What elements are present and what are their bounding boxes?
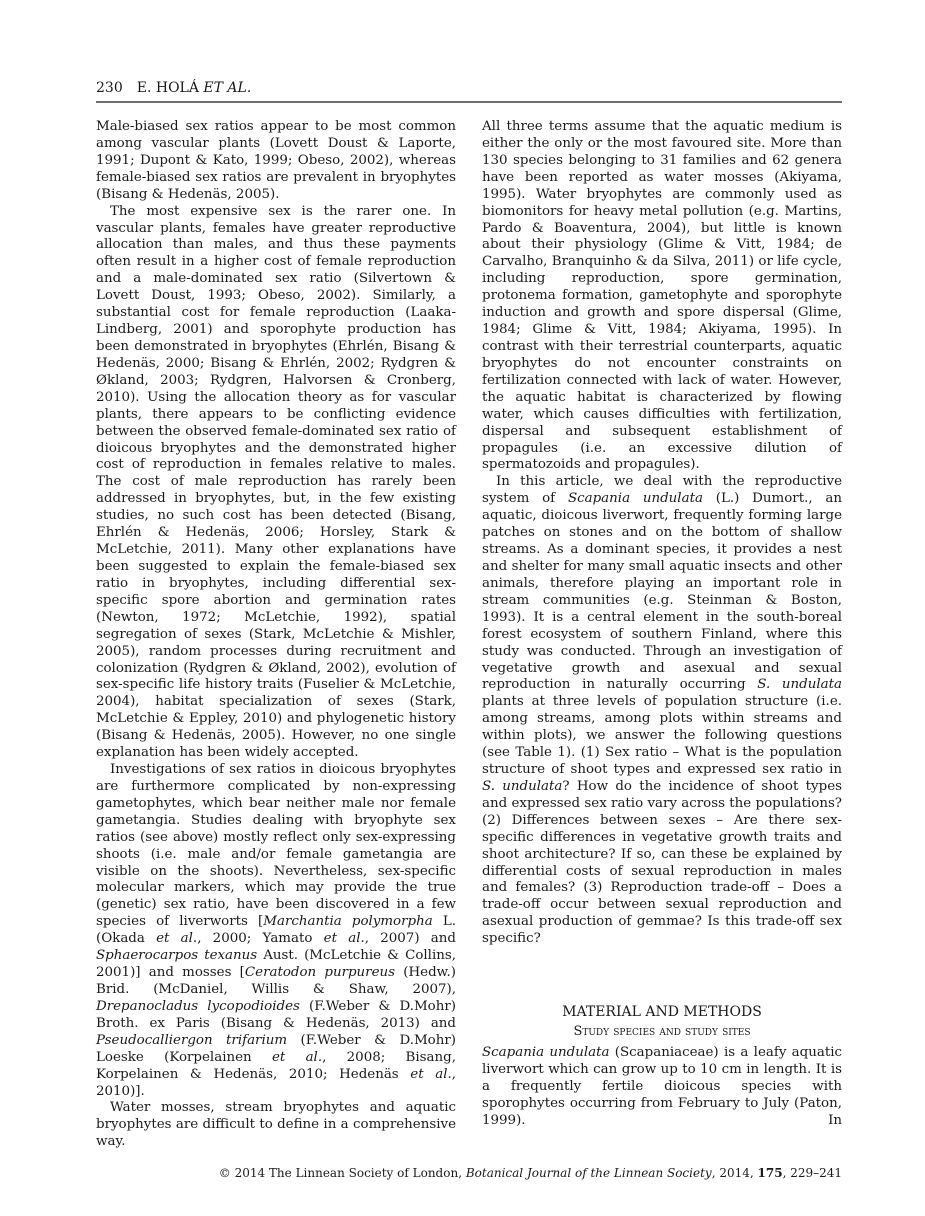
running-header: [96, 80, 842, 100]
paragraph: [96, 1100, 456, 1151]
paragraph: [96, 119, 456, 204]
italic-text: Scapania undulata: [567, 491, 703, 507]
italic-text: Pseudocalliergon trifarium: [96, 1032, 288, 1048]
italic-text: Scapania undulata: [482, 1045, 610, 1060]
running-author-etal: ET AL.: [203, 80, 252, 96]
paragraph: [482, 1045, 842, 1130]
text-run: Investigations of sex ratios in dioicous bryophytes are furthermore complicated by non-expressing gametophytes, which bear neither male nor female gametangia. Studies dealing with bryophyte sex ratios (see above) mostly reflect only sex-expressing shoots (i.e. male and/or female gametangia are visible on the shoots). Nevertheless, sex-specific molecular markers, which may provide the true (genetic) sex ratio, have been discovered in a few species of liverworts [: [96, 762, 456, 930]
footer-journal: Botanical Journal of the Linnean Society: [465, 1166, 712, 1180]
subsection-heading: Study species and study sites: [573, 1024, 751, 1039]
text-run: (Scapaniaceae) is a leafy aquatic liverwort which can grow up to 10 cm in length. It is a frequently fertile dioicous species with sporophytes occurring from February to July (Paton, 1999). In: [482, 1045, 843, 1128]
paragraph: [96, 204, 456, 762]
paragraph: [482, 474, 842, 948]
text-run: , 2000; Yamato: [197, 931, 324, 947]
text-run: In this article, we deal with the reproductive system of: [482, 474, 842, 507]
text-run: (F.Weber & D.Mohr) Loeske (Korpelainen: [96, 1032, 456, 1065]
paragraph: [482, 119, 842, 474]
text-run: (Hedw.) Brid. (McDaniel, Willis & Shaw, 2007),: [96, 965, 456, 998]
text-run: The most expensive sex is the rarer one. In vascular plants, females have greater reproductive allocation than males, and thus these payments often result in a higher cost of female reproduction and a male-dominated sex ratio (Silvertown & Lovett Doust, 1993; Obeso, 2002). Similarly, a substantial cost for female reproduction (Laaka-Lindberg, 2001) and sporophyte production has been demonstrated in bryophytes (Ehrlén, Bisang & Hedenäs, 2000; Bisang & Ehrlén, 2002; Rydgren & Økland, 2003; Rydgren, Halvorsen & Cronberg, 2010). Using the allocation theory as for vascular plants, there appears to be conflicting evidence between the observed female-dominated sex ratio of dioicous bryophytes and the demonstrated higher cost of reproduction in females relative to males. The cost of male reproduction has rarely been addressed in bryophytes, but, in the few existing studies, no such cost has been detected (Bisang, Ehrlén & Hedenäs, 2006; Horsley, Stark & McLetchie, 2011). Many other explanations have been suggested to explain the female-biased sex ratio in bryophytes, including differential sex-specific spore abortion and germination rates (Newton, 1972; McLetchie, 1992), spatial segregation of sexes (Stark, McLetchie & Mishler, 2005), random processes during recruitment and colonization (Rydgren & Økland, 2002), evolution of sex-specific life history traits (Fuselier & McLetchie, 2004), habitat specialization of sexes (Stark, McLetchie & Eppley, 2010) and phylogenetic history (Bisang & Hedenäs, 2005). However, no one single explanation has been widely accepted.: [96, 203, 456, 761]
footer-pages: , 229–241: [782, 1166, 842, 1180]
text-run: All three terms assume that the aquatic medium is either the only or the most favoured site. More than 130 species belonging to 31 families and 62 genera have been reported as water mosses (Akiyama, 1995). Water bryophytes are commonly used as biomonitors for heavy metal pollution (e.g. Martins, Pardo & Boaventura, 2004), but little is known about their physiology (Glime & Vitt, 1984; de Carvalho, Branquinho & da Silva, 2011) or life cycle, including reproduction, spore germination, protonema formation, gametophyte and sporophyte induction and growth and spore dispersal (Glime, 1984; Glime & Vitt, 1984; Akiyama, 1995). In contrast with their terrestrial counterparts, aquatic bryophytes do not encounter constraints on fertilization connected with lack of water. However, the aquatic habitat is characterized by flowing water, which causes difficulties with fertilization, dispersal and subsequent establishment of propagules (i.e. an excessive dilution of spermatozoids and propagules).: [482, 119, 842, 473]
italic-text: Sphaerocarpos texanus: [96, 948, 258, 964]
section-heading: MATERIAL AND METHODS: [562, 1004, 762, 1020]
italic-text: et al.: [323, 931, 365, 947]
italic-text: et al.: [410, 1066, 452, 1082]
right-column-continued: [482, 1045, 842, 1130]
text-run: ? How do the incidence of shoot types and expressed sex ratio vary across the populations? (2) Differences between sexes – Are there sex-specific differences in vegetative growth traits and shoot architecture? If so, can these be explained by differential costs of sexual reproduction in males and females? (3) Reproduction trade-off – Does a trade-off occur between sexual reproduction and asexual production of gemmae? Is this trade-off sex specific?: [482, 778, 842, 947]
italic-text: Drepanocladus lycopodioides: [96, 998, 300, 1014]
right-column: [482, 119, 842, 948]
italic-text: S. undulata: [757, 677, 842, 693]
running-author: E. HOLÁ: [136, 80, 204, 96]
footer-year: , 2014,: [711, 1166, 758, 1180]
page-number: 230: [96, 80, 123, 96]
text-run: , 2010)].: [96, 1066, 456, 1099]
footer-copyright: © 2014 The Linnean Society of London,: [218, 1166, 466, 1180]
text-run: (L.) Dumort., an aquatic, dioicous liverwort, frequently forming large patches on stones and on the bottom of shallow streams. As a dominant species, it provides a nest and shelter for many small aquatic insects and other animals, therefore playing an important role in stream communities (e.g. Steinman & Boston, 1993). It is a central element in the south-boreal forest ecosystem of southern Finland, where this study was conducted. Through an investigation of vegetative growth and asexual and sexual reproduction in naturally occurring: [482, 491, 843, 693]
text-run: Water mosses, stream bryophytes and aquatic bryophytes are difficult to define in a comprehensive way.: [96, 1100, 456, 1150]
left-column: [96, 119, 456, 1151]
header-rule: [96, 101, 842, 103]
italic-text: S. undulata: [482, 778, 563, 794]
text-run: L. (Okada: [96, 914, 457, 947]
text-run: Aust. (McLetchie & Collins, 2001)] and mosses [: [96, 948, 456, 981]
text-run: plants at three levels of population structure (i.e. among streams, among plots within streams and within plots), we answer the following questions (see Table 1). (1) Sex ratio – What is the population structure of shoot types and expressed sex ratio in: [482, 694, 842, 778]
italic-text: Ceratodon purpureus: [244, 965, 396, 981]
copyright-footer: [219, 1166, 842, 1180]
italic-text: et al.: [156, 931, 198, 947]
text-run: , 2007) and: [364, 931, 456, 947]
text-run: , 2008; Bisang, Korpelainen & Hedenäs, 2010; Hedenäs: [96, 1049, 456, 1082]
footer-volume: 175: [757, 1166, 783, 1180]
text-run: Male-biased sex ratios appear to be most common among vascular plants (Lovett Doust & Laporte, 1991; Dupont & Kato, 1999; Obeso, 2002), whereas female-biased sex ratios are prevalent in bryophytes (Bisang & Hedenäs, 2005).: [96, 119, 456, 202]
paragraph: [96, 762, 456, 1100]
italic-text: Marchantia polymorpha: [263, 914, 433, 930]
section-headings: [482, 1002, 842, 1042]
italic-text: et al.: [271, 1049, 323, 1065]
text-run: (F.Weber & D.Mohr) Broth. ex Paris (Bisang & Hedenäs, 2013) and: [96, 998, 456, 1031]
